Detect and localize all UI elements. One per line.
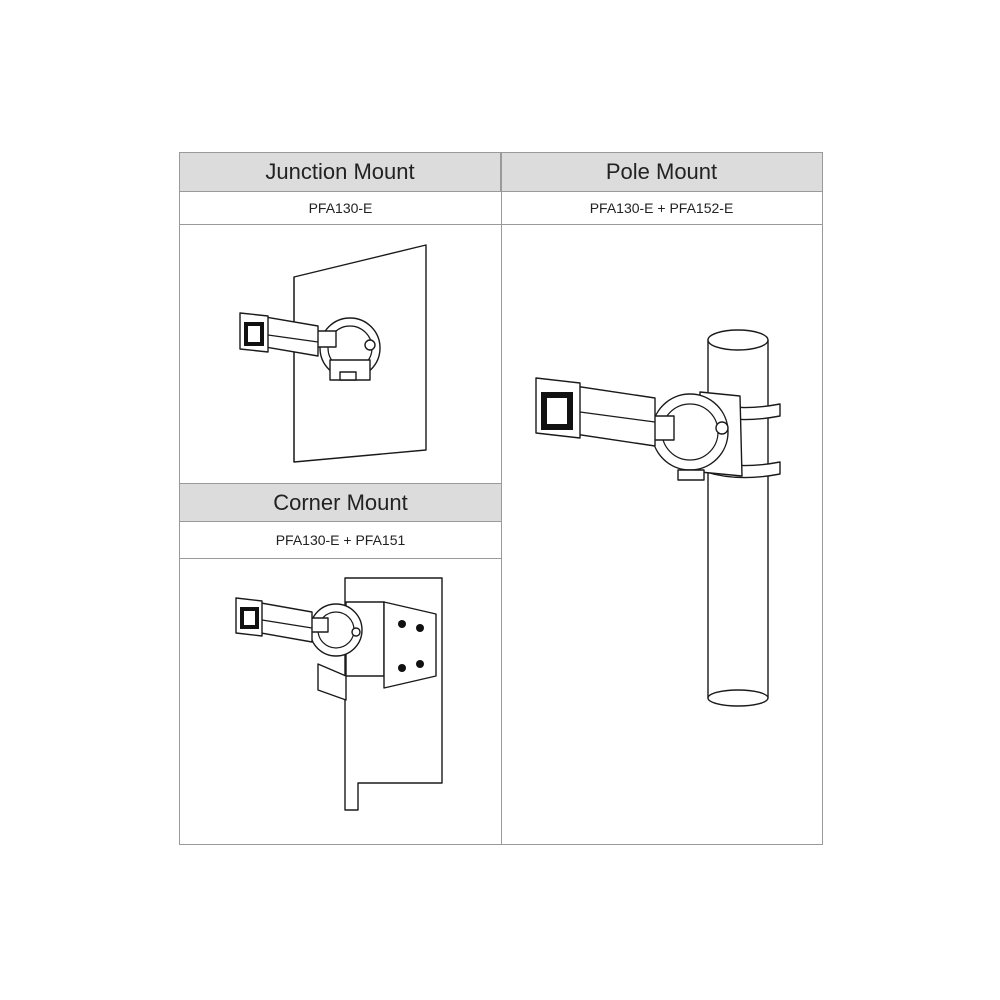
junction-mount-model: PFA130-E [308, 200, 373, 216]
corner-mount-model: PFA130-E + PFA151 [275, 532, 406, 548]
pole-mount-model: PFA130-E + PFA152-E [589, 200, 734, 216]
corner-mount-title: Corner Mount [273, 489, 408, 515]
pole-mount-title: Pole Mount [605, 159, 718, 184]
junction-mount-title: Junction Mount [265, 159, 415, 184]
